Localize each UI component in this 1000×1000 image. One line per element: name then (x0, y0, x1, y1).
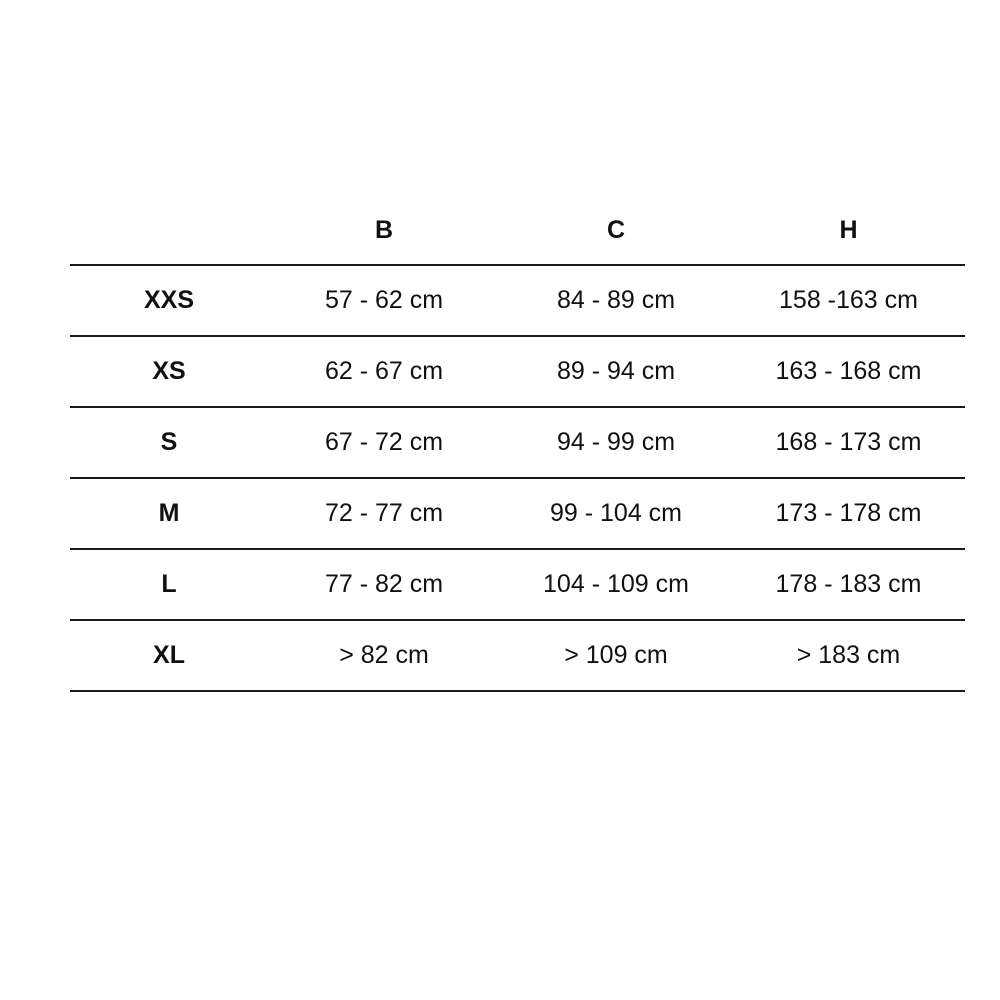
h-value: 168 - 173 cm (775, 428, 922, 456)
size-label: L (161, 570, 177, 598)
header-cell-b: B (374, 216, 394, 244)
c-value: 99 - 104 cm (549, 499, 682, 527)
size-label: XS (152, 357, 186, 385)
size-label: S (160, 428, 178, 456)
table-row (70, 479, 965, 550)
c-value: 104 - 109 cm (543, 570, 689, 598)
size-label: M (158, 499, 180, 527)
h-value: 158 -163 cm (779, 286, 918, 314)
c-value: 89 - 94 cm (556, 357, 676, 385)
b-value: 67 - 72 cm (324, 428, 444, 456)
size-chart-table (70, 197, 965, 692)
table-row (70, 621, 965, 692)
b-value: 62 - 67 cm (324, 357, 444, 385)
h-value: 173 - 178 cm (775, 499, 922, 527)
c-value: 94 - 99 cm (556, 428, 676, 456)
table-row (70, 266, 965, 337)
header-cell-c: C (606, 216, 626, 244)
h-value: 178 - 183 cm (775, 570, 922, 598)
table-row (70, 408, 965, 479)
size-label: XXS (143, 286, 195, 314)
b-value: 77 - 82 cm (324, 570, 444, 598)
table-header-row (70, 197, 965, 266)
header-cell-h: H (839, 216, 858, 244)
h-value: > 183 cm (796, 641, 901, 669)
c-value: > 109 cm (564, 641, 668, 669)
b-value: 72 - 77 cm (324, 499, 444, 527)
table-row (70, 337, 965, 408)
h-value: 163 - 168 cm (775, 357, 922, 385)
table-row (70, 550, 965, 621)
c-value: 84 - 89 cm (556, 286, 676, 314)
b-value: > 82 cm (339, 641, 429, 669)
b-value: 57 - 62 cm (324, 286, 444, 314)
size-label: XL (153, 641, 185, 669)
